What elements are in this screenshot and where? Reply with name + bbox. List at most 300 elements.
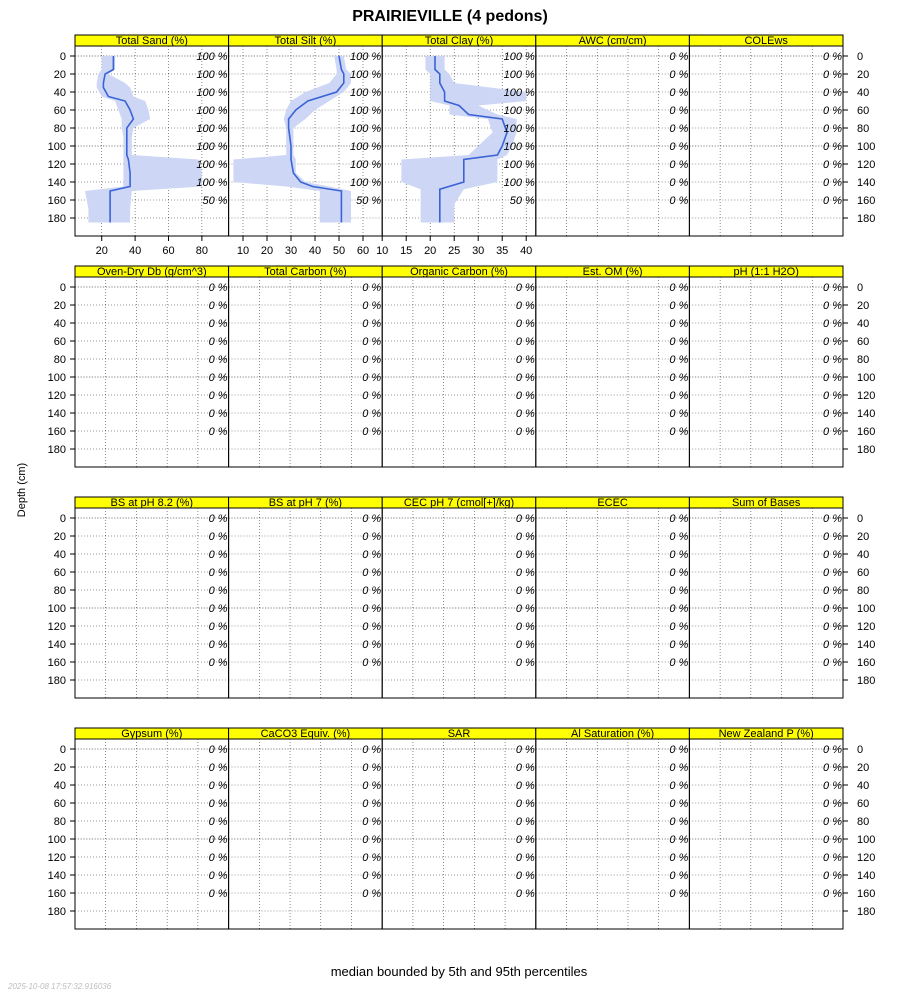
panel-title: Total Carbon (%) [264, 266, 347, 278]
timestamp: 2025-10-08 17:57:32.916036 [8, 982, 112, 991]
panel-title: New Zealand P (%) [718, 728, 814, 740]
coverage-label: 0 % [823, 513, 842, 525]
coverage-label: 0 % [208, 426, 228, 438]
coverage-label: 0 % [669, 816, 689, 828]
y-tick-label-left: 120 [47, 390, 66, 402]
panel-oven-dry-db-g-cm-3 [75, 266, 229, 467]
coverage-label: 100 % [196, 159, 228, 171]
coverage-label: 0 % [823, 300, 842, 312]
coverage-label: 50 % [509, 195, 535, 207]
y-tick-label-right: 120 [857, 852, 876, 864]
panel-grid [48, 35, 876, 929]
y-tick-label-right: 80 [857, 354, 870, 366]
coverage-label: 100 % [196, 177, 228, 189]
coverage-label: 0 % [823, 282, 842, 294]
x-tick-label: 20 [424, 245, 437, 257]
panel-total-carbon [229, 266, 383, 467]
coverage-label: 0 % [669, 513, 689, 525]
coverage-label: 100 % [503, 177, 535, 189]
y-tick-label-right: 120 [857, 159, 876, 171]
coverage-label: 0 % [208, 852, 228, 864]
coverage-label: 0 % [208, 657, 228, 669]
coverage-label: 100 % [196, 87, 228, 99]
y-tick-label-left: 60 [53, 105, 66, 117]
coverage-label: 0 % [823, 408, 842, 420]
coverage-label: 0 % [823, 195, 842, 207]
y-tick-label-right: 160 [857, 426, 876, 438]
coverage-label: 0 % [208, 390, 228, 402]
panel-title: pH (1:1 H2O) [733, 266, 799, 278]
coverage-label: 0 % [515, 300, 535, 312]
y-tick-label-right: 80 [857, 123, 870, 135]
y-tick-label-left: 80 [53, 123, 66, 135]
coverage-label: 0 % [669, 603, 689, 615]
coverage-label: 0 % [669, 408, 689, 420]
coverage-label: 0 % [362, 354, 382, 366]
coverage-label: 0 % [362, 888, 382, 900]
coverage-label: 0 % [669, 336, 689, 348]
y-tick-label-right: 180 [857, 906, 876, 918]
x-tick-label: 40 [128, 245, 142, 257]
coverage-label: 0 % [669, 318, 689, 330]
y-tick-label-right: 180 [857, 444, 876, 456]
y-tick-label-left: 40 [53, 549, 66, 561]
coverage-label: 0 % [208, 744, 228, 756]
coverage-label: 0 % [823, 354, 842, 366]
coverage-label: 0 % [823, 816, 842, 828]
coverage-label: 0 % [669, 657, 689, 669]
y-tick-label-left: 60 [53, 798, 66, 810]
x-tick-label: 30 [472, 245, 485, 257]
coverage-label: 0 % [362, 852, 382, 864]
x-tick-label: 10 [236, 245, 250, 257]
coverage-label: 0 % [515, 888, 535, 900]
coverage-label: 0 % [362, 744, 382, 756]
coverage-label: 0 % [208, 354, 228, 366]
panel-ph-1-1-h2o [689, 266, 843, 467]
panel-border [229, 739, 383, 929]
coverage-label: 0 % [362, 834, 382, 846]
coverage-label: 0 % [515, 408, 535, 420]
coverage-label: 0 % [669, 531, 689, 543]
y-tick-label-right: 140 [857, 177, 876, 189]
y-tick-label-right: 0 [857, 51, 864, 63]
coverage-label: 0 % [362, 408, 382, 420]
y-tick-label-left: 40 [53, 780, 66, 792]
coverage-label: 0 % [823, 657, 842, 669]
coverage-label: 100 % [503, 69, 535, 81]
y-tick-label-right: 20 [857, 300, 870, 312]
coverage-label: 0 % [669, 888, 689, 900]
coverage-label: 0 % [823, 798, 842, 810]
coverage-label: 0 % [669, 870, 689, 882]
y-tick-label-left: 20 [53, 762, 66, 774]
coverage-label: 0 % [669, 177, 689, 189]
coverage-label: 0 % [823, 870, 842, 882]
coverage-label: 0 % [208, 780, 228, 792]
coverage-label: 0 % [515, 336, 535, 348]
coverage-label: 0 % [208, 762, 228, 774]
y-tick-label-left: 80 [53, 816, 66, 828]
panel-total-sand [75, 35, 229, 257]
panel-border [536, 508, 690, 698]
panel-title: AWC (cm/cm) [578, 35, 647, 47]
y-tick-label-right: 20 [857, 69, 870, 81]
y-tick-label-right: 80 [857, 585, 870, 597]
coverage-label: 0 % [823, 390, 842, 402]
coverage-label: 0 % [515, 657, 535, 669]
coverage-label: 0 % [823, 762, 842, 774]
x-tick-label: 10 [376, 245, 389, 257]
coverage-label: 0 % [515, 762, 535, 774]
y-tick-label-left: 140 [47, 870, 66, 882]
y-tick-label-left: 0 [59, 282, 66, 294]
coverage-label: 0 % [669, 834, 689, 846]
coverage-label: 0 % [362, 780, 382, 792]
panel-al-saturation [536, 728, 690, 929]
coverage-label: 0 % [823, 426, 842, 438]
y-tick-label-left: 100 [47, 372, 66, 384]
x-tick-label: 50 [332, 245, 346, 257]
panel-total-clay [376, 35, 536, 257]
coverage-label: 100 % [503, 105, 535, 117]
panel-organic-carbon [382, 266, 536, 467]
y-tick-label-left: 160 [47, 426, 66, 438]
coverage-label: 0 % [669, 372, 689, 384]
coverage-label: 0 % [515, 282, 535, 294]
y-tick-label-left: 0 [59, 744, 66, 756]
coverage-label: 0 % [362, 426, 382, 438]
coverage-label: 0 % [515, 585, 535, 597]
panel-gypsum [75, 728, 229, 929]
panel-title: CaCO3 Equiv. (%) [260, 728, 351, 740]
coverage-label: 100 % [196, 123, 228, 135]
panel-title: Gypsum (%) [121, 728, 183, 740]
coverage-label: 0 % [669, 105, 689, 117]
coverage-label: 100 % [349, 105, 382, 117]
percentile-band [85, 56, 202, 223]
coverage-label: 0 % [362, 585, 382, 597]
y-tick-label-right: 40 [857, 87, 870, 99]
coverage-label: 0 % [669, 123, 689, 135]
x-tick-label: 60 [162, 245, 175, 257]
y-tick-label-right: 0 [857, 513, 864, 525]
coverage-label: 0 % [823, 372, 842, 384]
coverage-label: 0 % [515, 852, 535, 864]
coverage-label: 100 % [503, 159, 535, 171]
coverage-label: 0 % [823, 177, 842, 189]
coverage-label: 0 % [362, 300, 382, 312]
y-tick-label-left: 120 [47, 159, 66, 171]
x-tick-label: 40 [520, 245, 533, 257]
coverage-label: 0 % [669, 141, 689, 153]
coverage-label: 0 % [669, 798, 689, 810]
coverage-label: 0 % [515, 567, 535, 579]
coverage-label: 0 % [515, 744, 535, 756]
coverage-label: 0 % [362, 336, 382, 348]
panel-border [229, 277, 383, 467]
y-tick-label-left: 0 [59, 51, 66, 63]
coverage-label: 0 % [669, 762, 689, 774]
coverage-label: 0 % [515, 603, 535, 615]
panel-est-om [536, 266, 690, 467]
coverage-label: 0 % [208, 318, 228, 330]
percentile-band [233, 56, 351, 223]
coverage-label: 0 % [362, 282, 382, 294]
y-tick-label-left: 120 [47, 621, 66, 633]
coverage-label: 0 % [515, 780, 535, 792]
coverage-label: 100 % [503, 141, 535, 153]
y-tick-label-left: 80 [53, 354, 66, 366]
coverage-label: 0 % [515, 834, 535, 846]
coverage-label: 0 % [362, 513, 382, 525]
panel-title: Al Saturation (%) [571, 728, 655, 740]
panel-total-silt [229, 35, 383, 257]
y-tick-label-right: 0 [857, 744, 864, 756]
panel-title: BS at pH 7 (%) [268, 497, 343, 509]
panel-border [689, 277, 843, 467]
x-tick-label: 60 [356, 245, 370, 257]
coverage-label: 0 % [823, 51, 842, 63]
panel-title: Est. OM (%) [582, 266, 643, 278]
coverage-label: 0 % [362, 639, 382, 651]
y-tick-label-left: 20 [53, 531, 66, 543]
panel-cec-ph-7-cmol-kg [382, 497, 536, 698]
coverage-label: 0 % [208, 531, 228, 543]
panel-title: Total Clay (%) [424, 35, 494, 47]
y-tick-label-left: 60 [53, 567, 66, 579]
y-tick-label-right: 140 [857, 408, 876, 420]
x-tick-label: 20 [95, 245, 108, 257]
panel-border [229, 508, 383, 698]
coverage-label: 0 % [362, 762, 382, 774]
coverage-label: 0 % [823, 336, 842, 348]
panel-bs-at-ph-7 [229, 497, 383, 698]
y-tick-label-right: 160 [857, 195, 876, 207]
coverage-label: 0 % [515, 513, 535, 525]
y-tick-label-left: 0 [59, 513, 66, 525]
coverage-label: 0 % [208, 798, 228, 810]
coverage-label: 0 % [823, 105, 842, 117]
coverage-label: 100 % [196, 51, 228, 63]
coverage-label: 0 % [669, 780, 689, 792]
x-tick-label: 35 [496, 245, 509, 257]
coverage-label: 0 % [362, 390, 382, 402]
panel-title: Sum of Bases [731, 497, 801, 509]
panel-bs-at-ph-8-2 [75, 497, 229, 698]
coverage-label: 0 % [362, 372, 382, 384]
coverage-label: 50 % [356, 195, 382, 207]
coverage-label: 0 % [823, 318, 842, 330]
coverage-label: 0 % [823, 567, 842, 579]
y-axis-label: Depth (cm) [16, 462, 28, 518]
panel-title: SAR [447, 728, 471, 740]
y-tick-label-right: 40 [857, 549, 870, 561]
coverage-label: 0 % [669, 51, 689, 63]
coverage-label: 0 % [823, 852, 842, 864]
y-tick-label-right: 20 [857, 762, 870, 774]
y-tick-label-left: 180 [47, 444, 66, 456]
panel-title: ECEC [597, 497, 628, 509]
coverage-label: 0 % [208, 549, 228, 561]
y-tick-label-right: 60 [857, 336, 870, 348]
coverage-label: 0 % [515, 354, 535, 366]
coverage-label: 0 % [208, 834, 228, 846]
panel-title: Organic Carbon (%) [410, 266, 508, 278]
y-tick-label-right: 120 [857, 390, 876, 402]
y-tick-label-right: 40 [857, 780, 870, 792]
y-tick-label-right: 180 [857, 675, 876, 687]
coverage-label: 0 % [669, 195, 689, 207]
coverage-label: 0 % [823, 69, 842, 81]
coverage-label: 0 % [208, 336, 228, 348]
y-tick-label-right: 160 [857, 888, 876, 900]
coverage-label: 0 % [669, 300, 689, 312]
panel-border [75, 277, 229, 467]
coverage-label: 0 % [669, 159, 689, 171]
panel-border [536, 739, 690, 929]
coverage-label: 0 % [669, 282, 689, 294]
x-tick-label: 15 [400, 245, 413, 257]
panel-title: BS at pH 8.2 (%) [110, 497, 194, 509]
y-tick-label-right: 60 [857, 798, 870, 810]
y-tick-label-right: 60 [857, 567, 870, 579]
coverage-label: 0 % [515, 621, 535, 633]
coverage-label: 100 % [349, 51, 382, 63]
panel-sum-of-bases [689, 497, 843, 698]
coverage-label: 100 % [349, 159, 382, 171]
coverage-label: 100 % [349, 177, 382, 189]
panel-ecec [536, 497, 690, 698]
coverage-label: 100 % [349, 87, 382, 99]
coverage-label: 0 % [823, 639, 842, 651]
panel-border [382, 277, 536, 467]
coverage-label: 0 % [669, 585, 689, 597]
coverage-label: 0 % [208, 816, 228, 828]
y-tick-label-left: 160 [47, 657, 66, 669]
coverage-label: 0 % [823, 621, 842, 633]
panel-border [689, 46, 843, 236]
y-tick-label-right: 0 [857, 282, 864, 294]
coverage-label: 0 % [208, 513, 228, 525]
coverage-label: 0 % [208, 603, 228, 615]
y-tick-label-left: 40 [53, 318, 66, 330]
coverage-label: 100 % [349, 69, 382, 81]
coverage-label: 0 % [362, 531, 382, 543]
coverage-label: 0 % [515, 372, 535, 384]
coverage-label: 0 % [208, 372, 228, 384]
panel-border [689, 739, 843, 929]
y-tick-label-left: 40 [53, 87, 66, 99]
y-tick-label-left: 140 [47, 177, 66, 189]
coverage-label: 0 % [362, 621, 382, 633]
x-tick-label: 25 [448, 245, 461, 257]
coverage-label: 0 % [208, 870, 228, 882]
coverage-label: 0 % [823, 744, 842, 756]
coverage-label: 0 % [515, 318, 535, 330]
panel-border [382, 739, 536, 929]
coverage-label: 0 % [823, 159, 842, 171]
coverage-label: 0 % [823, 549, 842, 561]
y-tick-label-left: 100 [47, 141, 66, 153]
y-tick-label-left: 180 [47, 675, 66, 687]
y-tick-label-right: 120 [857, 621, 876, 633]
y-tick-label-right: 100 [857, 603, 876, 615]
coverage-label: 0 % [515, 816, 535, 828]
y-tick-label-left: 20 [53, 69, 66, 81]
coverage-label: 0 % [362, 870, 382, 882]
y-tick-label-left: 100 [47, 603, 66, 615]
coverage-label: 0 % [823, 888, 842, 900]
y-tick-label-left: 180 [47, 906, 66, 918]
coverage-label: 0 % [823, 87, 842, 99]
coverage-label: 100 % [196, 141, 228, 153]
y-tick-label-right: 140 [857, 639, 876, 651]
panel-sar [382, 728, 536, 929]
y-tick-label-right: 60 [857, 105, 870, 117]
panel-border [536, 46, 690, 236]
coverage-label: 100 % [503, 87, 535, 99]
coverage-label: 0 % [823, 141, 842, 153]
coverage-label: 0 % [669, 744, 689, 756]
panel-new-zealand-p [689, 728, 843, 929]
coverage-label: 0 % [823, 123, 842, 135]
coverage-label: 0 % [515, 549, 535, 561]
coverage-label: 0 % [362, 816, 382, 828]
panel-border [75, 739, 229, 929]
coverage-label: 100 % [503, 51, 535, 63]
y-tick-label-left: 180 [47, 213, 66, 225]
coverage-label: 0 % [208, 621, 228, 633]
x-tick-label: 80 [195, 245, 209, 257]
chart-title: PRAIRIEVILLE (4 pedons) [352, 8, 548, 25]
coverage-label: 0 % [208, 300, 228, 312]
coverage-label: 0 % [208, 282, 228, 294]
panel-border [75, 508, 229, 698]
coverage-label: 0 % [362, 603, 382, 615]
panel-colews [689, 35, 843, 236]
coverage-label: 100 % [196, 69, 228, 81]
y-tick-label-left: 80 [53, 585, 66, 597]
y-tick-label-right: 100 [857, 372, 876, 384]
y-tick-label-right: 20 [857, 531, 870, 543]
coverage-label: 0 % [669, 549, 689, 561]
coverage-label: 0 % [515, 531, 535, 543]
coverage-label: 0 % [362, 798, 382, 810]
coverage-label: 0 % [208, 408, 228, 420]
y-tick-label-left: 140 [47, 639, 66, 651]
coverage-label: 0 % [823, 834, 842, 846]
y-tick-label-left: 160 [47, 888, 66, 900]
coverage-label: 0 % [362, 549, 382, 561]
coverage-label: 0 % [669, 69, 689, 81]
coverage-label: 0 % [669, 87, 689, 99]
coverage-label: 0 % [208, 639, 228, 651]
coverage-label: 100 % [196, 105, 228, 117]
coverage-label: 100 % [503, 123, 535, 135]
panel-border [536, 277, 690, 467]
panel-title: COLEws [744, 35, 788, 47]
coverage-label: 0 % [823, 585, 842, 597]
coverage-label: 0 % [669, 390, 689, 402]
coverage-label: 0 % [515, 639, 535, 651]
panel-border [689, 508, 843, 698]
coverage-label: 0 % [515, 870, 535, 882]
coverage-label: 0 % [208, 585, 228, 597]
coverage-label: 0 % [515, 798, 535, 810]
coverage-label: 0 % [362, 567, 382, 579]
panel-title: CEC pH 7 (cmol[+]/kg) [403, 497, 515, 509]
